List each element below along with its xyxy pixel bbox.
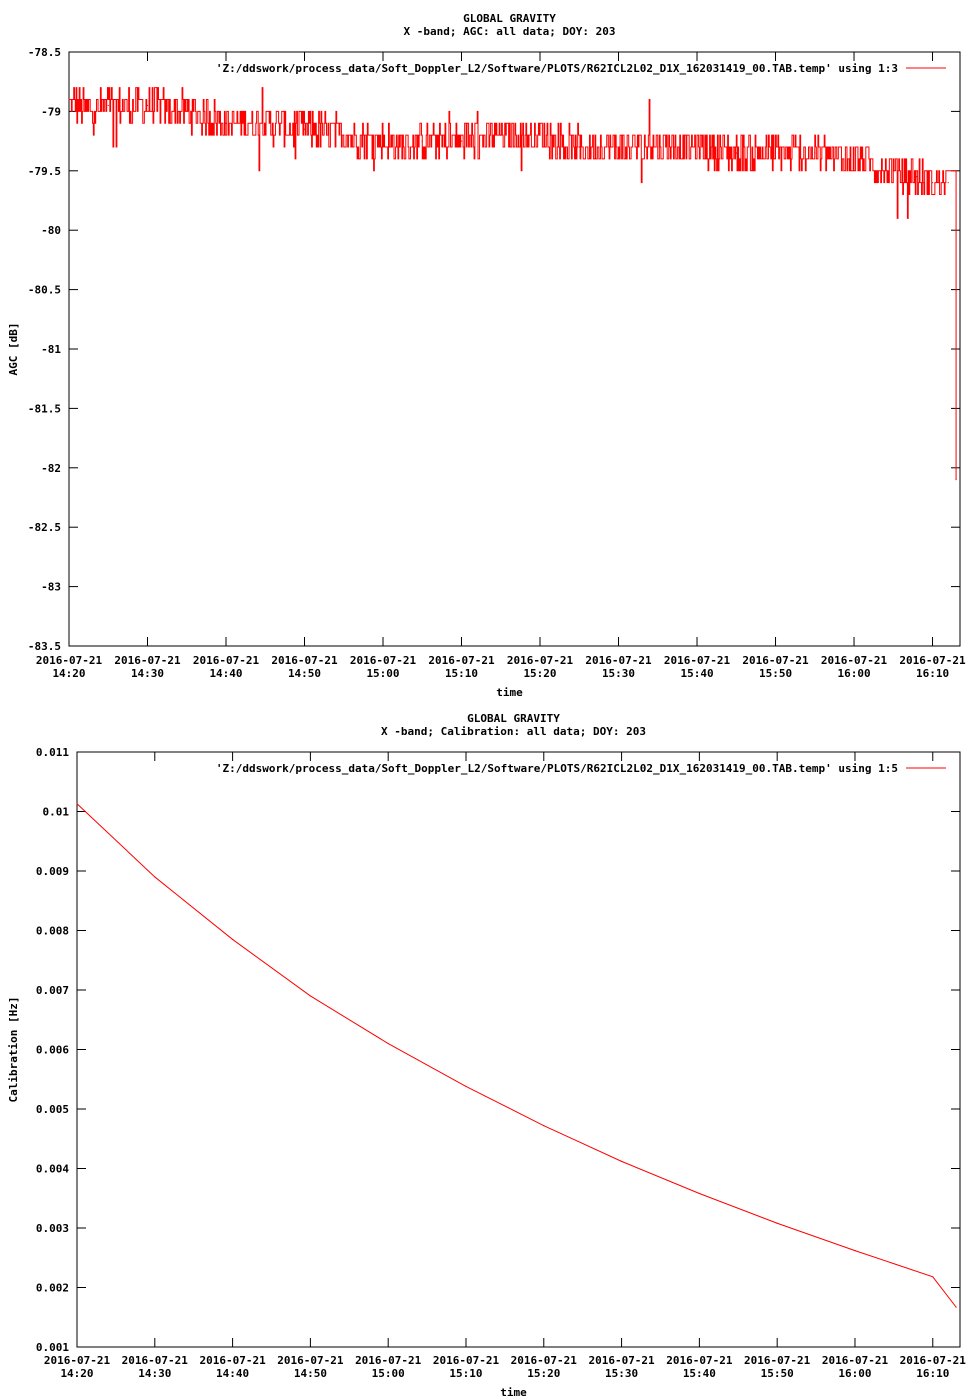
x-axis-label: time — [500, 1386, 527, 1399]
x-tick-date-label: 2016-07-21 — [510, 1354, 577, 1367]
x-tick-time-label: 15:50 — [760, 1367, 794, 1380]
x-axis-label: time — [496, 686, 523, 699]
x-tick-time-label: 15:30 — [601, 667, 636, 680]
x-tick-date-label: 2016-07-21 — [114, 654, 181, 667]
x-tick-time-label: 14:30 — [138, 1367, 172, 1380]
x-tick-time-label: 16:00 — [838, 1367, 872, 1380]
plot-frame — [77, 752, 960, 1347]
x-tick-date-label: 2016-07-21 — [432, 1354, 500, 1367]
legend-label: 'Z:/ddswork/process_data/Soft_Doppler_L2/Software/PLOTS/R62ICL2L02_D1X_162031419_00.TAB.temp' using 1:3 — [215, 62, 898, 75]
x-tick-date-label: 2016-07-21 — [192, 654, 260, 667]
y-tick-label: 0.002 — [35, 1281, 69, 1295]
x-tick-time-label: 14:30 — [130, 667, 165, 680]
x-tick-time-label: 16:10 — [916, 1367, 950, 1380]
x-tick-time-label: 15:20 — [527, 1367, 561, 1380]
x-tick-date-label: 2016-07-21 — [744, 1354, 811, 1367]
chart-title: GLOBAL GRAVITY — [467, 712, 560, 725]
x-tick-date-label: 2016-07-21 — [666, 1354, 733, 1367]
chart-subtitle: X -band; Calibration: all data; DOY: 203 — [381, 725, 646, 738]
x-tick-date-label: 2016-07-21 — [821, 1354, 889, 1367]
x-tick-date-label: 2016-07-21 — [820, 654, 888, 667]
y-tick-label: -82.5 — [27, 521, 61, 535]
x-tick-date-label: 2016-07-21 — [355, 1354, 422, 1367]
y-tick-label: 0.011 — [35, 746, 69, 759]
y-tick-label: -80.5 — [27, 283, 61, 297]
x-tick-time-label: 15:10 — [449, 1367, 483, 1380]
x-tick-date-label: 2016-07-21 — [585, 654, 652, 667]
y-axis-label: AGC [dB] — [7, 322, 20, 376]
y-tick-label: -79 — [41, 105, 61, 119]
x-tick-date-label: 2016-07-21 — [899, 654, 966, 667]
y-tick-label: 0.01 — [42, 805, 69, 819]
y-tick-label: 0.003 — [35, 1222, 69, 1235]
x-tick-time-label: 14:50 — [287, 667, 322, 680]
x-tick-time-label: 15:40 — [680, 667, 714, 680]
x-tick-time-label: 14:40 — [216, 1367, 250, 1380]
x-tick-time-label: 15:20 — [523, 667, 557, 680]
x-tick-time-label: 16:10 — [915, 667, 950, 680]
y-tick-label: -81.5 — [27, 402, 61, 416]
x-tick-date-label: 2016-07-21 — [349, 654, 417, 667]
y-tick-label: -79.5 — [27, 164, 61, 178]
y-tick-label: 0.005 — [35, 1103, 69, 1116]
x-tick-date-label: 2016-07-21 — [506, 654, 574, 667]
y-tick-label: -78.5 — [27, 46, 61, 59]
y-tick-label: -80 — [41, 224, 61, 238]
y-tick-label: -83 — [41, 580, 61, 594]
x-tick-time-label: 15:50 — [758, 667, 793, 680]
x-tick-time-label: 14:50 — [293, 1367, 327, 1380]
x-tick-time-label: 14:20 — [52, 667, 86, 680]
x-tick-date-label: 2016-07-21 — [271, 654, 338, 667]
x-tick-date-label: 2016-07-21 — [35, 654, 103, 667]
data-point — [948, 182, 949, 183]
series-line — [69, 88, 956, 480]
legend-label: 'Z:/ddswork/process_data/Soft_Doppler_L2/Software/PLOTS/R62ICL2L02_D1X_162031419_00.TAB.temp' using 1:5 — [215, 762, 898, 775]
y-tick-label: 0.001 — [35, 1341, 69, 1354]
y-tick-label: -83.5 — [27, 640, 61, 653]
y-tick-label: -82 — [41, 461, 61, 475]
x-tick-date-label: 2016-07-21 — [121, 1354, 188, 1367]
x-tick-time-label: 15:10 — [444, 667, 479, 680]
x-tick-time-label: 15:40 — [682, 1367, 716, 1380]
x-tick-time-label: 16:00 — [837, 667, 871, 680]
series-line — [77, 804, 956, 1307]
x-tick-date-label: 2016-07-21 — [899, 1354, 966, 1367]
x-tick-date-label: 2016-07-21 — [742, 654, 809, 667]
x-tick-date-label: 2016-07-21 — [428, 654, 495, 667]
y-axis-label: Calibration [Hz] — [7, 996, 20, 1103]
y-tick-label: 0.008 — [35, 924, 69, 938]
y-tick-label: 0.009 — [35, 865, 69, 878]
y-tick-label: 0.004 — [35, 1162, 69, 1176]
x-tick-date-label: 2016-07-21 — [43, 1354, 111, 1367]
x-tick-time-label: 15:00 — [366, 667, 400, 680]
x-tick-time-label: 14:40 — [209, 667, 243, 680]
y-tick-label: -81 — [41, 343, 61, 356]
x-tick-date-label: 2016-07-21 — [588, 1354, 655, 1367]
x-tick-time-label: 15:30 — [605, 1367, 639, 1380]
x-tick-date-label: 2016-07-21 — [663, 654, 731, 667]
y-tick-label: 0.006 — [35, 1043, 69, 1057]
x-tick-time-label: 14:20 — [60, 1367, 94, 1380]
x-tick-time-label: 15:00 — [371, 1367, 405, 1380]
y-tick-label: 0.007 — [35, 984, 69, 997]
chart-subtitle: X -band; AGC: all data; DOY: 203 — [403, 25, 616, 38]
x-tick-date-label: 2016-07-21 — [199, 1354, 266, 1367]
chart-title: GLOBAL GRAVITY — [463, 12, 556, 25]
x-tick-date-label: 2016-07-21 — [277, 1354, 344, 1367]
data-point — [108, 105, 109, 106]
